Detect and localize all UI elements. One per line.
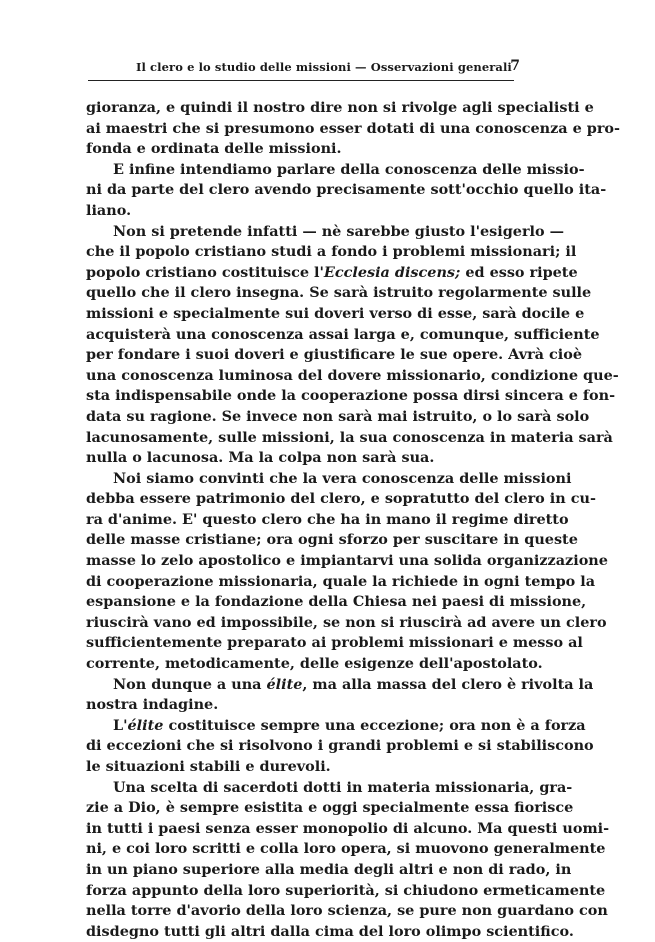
text-line: zie a Dio, è sempre esistita e oggi specialmente essa fiorisce <box>86 799 574 817</box>
text-line: nostra indagine. <box>86 696 219 714</box>
running-header <box>88 60 520 80</box>
text-line: sufficientemente preparato ai problemi missionari e messo al <box>86 634 583 652</box>
text-line: liano. <box>86 201 132 219</box>
text-segment: costituisce sempre una eccezione; ora non è a forza <box>163 716 586 734</box>
text-line: che il popolo cristiano studi a fondo i problemi missionari; il <box>86 243 577 261</box>
text-line: data su ragione. Se invece non sarà mai istruito, o lo sarà solo <box>86 407 590 425</box>
text-line: di eccezioni che si risolvono i grandi problemi e si stabiliscono <box>86 737 594 755</box>
text-line: masse lo zelo apostolico e impiantarvi una solida organizzazione <box>86 552 608 570</box>
text-line: disdegno tutti gli altri dalla cima del loro olimpo scientifico. <box>86 922 574 940</box>
text-line: Noi siamo convinti che la vera conoscenza delle missioni <box>113 469 572 487</box>
body-text <box>86 98 620 942</box>
text-line-with-italic <box>86 716 586 737</box>
text-line: per fondare i suoi doveri e giustificare le sue opere. Avrà cioè <box>86 346 582 364</box>
italic-phrase: Ecclesia discens; <box>323 263 461 281</box>
text-segment: , ma alla massa del clero è rivolta la <box>302 675 594 693</box>
text-line: in un piano superiore alla media degli altri e non di rado, in <box>86 860 572 878</box>
text-line: nulla o lacunosa. Ma la colpa non sarà sua. <box>86 449 435 467</box>
text-line: una conoscenza luminosa del dovere missionario, condizione que- <box>86 366 619 384</box>
text-line: di cooperazione missionaria, quale la richiede in ogni tempo la <box>86 572 596 590</box>
text-line: ni da parte del clero avendo precisamente sott'occhio quello ita- <box>86 181 607 199</box>
text-line: debba essere patrimonio del clero, e sopratutto del clero in cu- <box>86 490 596 508</box>
text-line: ni, e coi loro scritti e colla loro opera, si muovono generalmente <box>86 840 606 858</box>
text-line: lacunosamente, sulle missioni, la sua conoscenza in materia sarà <box>86 428 613 446</box>
text-line: ai maestri che si presumono esser dotati di una conoscenza e pro- <box>86 119 620 137</box>
text-line: corrente, metodicamente, delle esigenze dell'apostolato. <box>86 655 543 673</box>
text-line: le situazioni stabili e durevoli. <box>86 758 331 775</box>
paragraph-3 <box>86 222 619 469</box>
text-segment: popolo cristiano costituisce l' <box>86 263 324 281</box>
text-line-with-italic <box>86 675 594 696</box>
text-line: Una scelta di sacerdoti dotti in materia missionaria, gra- <box>113 778 573 796</box>
text-line: riuscirà vano ed impossibile, se non si riuscirà ad avere un clero <box>86 613 607 631</box>
text-line: acquisterà una conoscenza assai larga e, comunque, sufficiente <box>86 325 600 343</box>
text-line: quello che il clero insegna. Se sarà istruito regolarmente sulle <box>86 284 592 302</box>
text-line: E infine intendiamo parlare della conoscenza delle missio- <box>113 160 585 178</box>
text-line: fonda e ordinata delle missioni. <box>86 140 342 158</box>
text-line-with-italic <box>86 263 578 284</box>
text-line: gioranza, e quindi il nostro dire non si rivolge agli specialisti e <box>86 99 594 116</box>
text-line: delle masse cristiane; ora ogni sforzo per suscitare in queste <box>86 531 578 549</box>
text-segment: Non dunque a una <box>113 675 267 693</box>
text-segment: L' <box>113 716 128 734</box>
text-line: nella torre d'avorio della loro scienza, se pure non guardano con <box>86 902 608 920</box>
paragraph-2 <box>86 160 607 222</box>
paragraph-1 <box>86 98 620 160</box>
header-rule <box>88 80 514 81</box>
paragraph-4 <box>86 469 608 675</box>
paragraph-7 <box>86 778 610 942</box>
text-line: forza appunto della loro superiorità, si chiudono ermeticamente <box>86 881 606 899</box>
text-line: ra d'anime. E' questo clero che ha in mano il regime diretto <box>86 510 569 528</box>
page-number: 7 <box>510 58 520 74</box>
italic-word: élite <box>266 675 303 693</box>
running-title: Il clero e lo studio delle missioni — Osservazioni generali <box>136 60 512 74</box>
paragraph-5 <box>86 675 594 716</box>
text-line: Non si pretende infatti — nè sarebbe giusto l'esigerlo — <box>113 222 565 240</box>
text-line: missioni e specialmente sui doveri verso di esse, sarà docile e <box>86 304 585 322</box>
italic-word: élite <box>127 716 164 734</box>
text-line: in tutti i paesi senza esser monopolio di alcuno. Ma questi uomi- <box>86 819 610 837</box>
text-line: espansione e la fondazione della Chiesa nei paesi di missione, <box>86 593 587 611</box>
text-line: sta indispensabile onde la cooperazione possa dirsi sincera e fon- <box>86 387 616 405</box>
paragraph-6 <box>86 716 594 778</box>
text-segment: ed esso ripete <box>460 263 578 281</box>
